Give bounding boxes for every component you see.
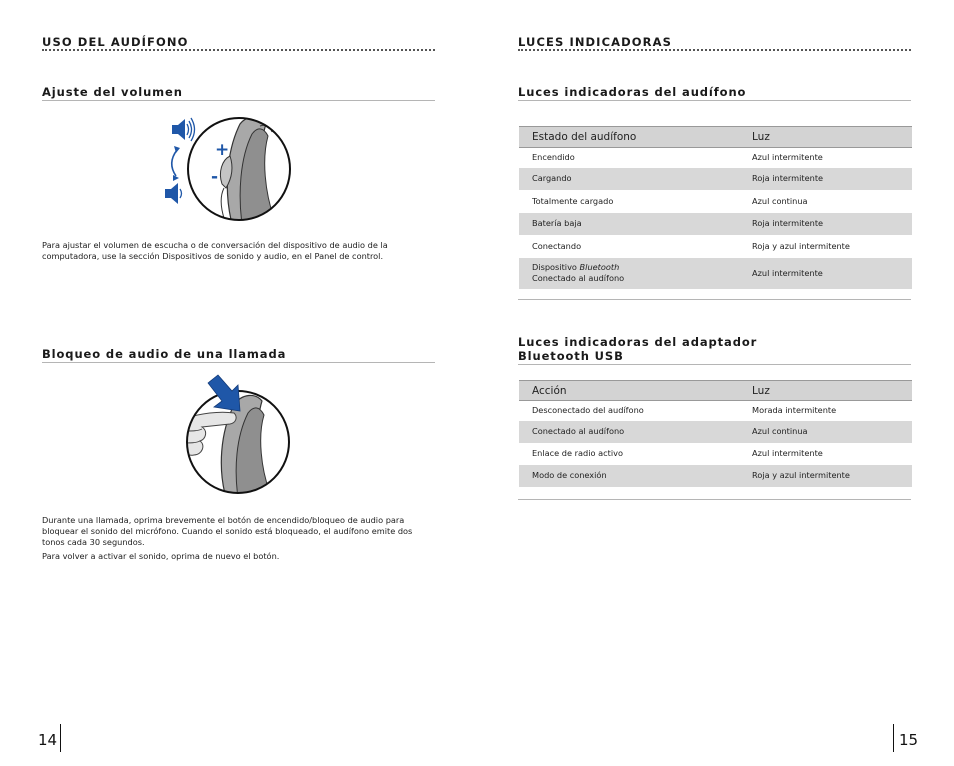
light-cell: Morada intermitente <box>752 405 837 416</box>
mute-body-text-2: Para volver a activar el sonido, oprima de nuevo el botón. <box>42 551 280 561</box>
table-row <box>519 258 912 289</box>
table-row <box>519 443 912 465</box>
action-cell: Desconectado del audífono <box>532 405 644 416</box>
table-row <box>519 213 912 235</box>
light-cell: Azul intermitente <box>752 448 823 458</box>
state-cell: Conectando <box>532 240 582 251</box>
mute-heading-rule <box>42 362 435 363</box>
column-header-action: Acción <box>519 381 739 401</box>
table-row <box>519 235 912 258</box>
table-header-row <box>519 381 912 401</box>
column-header-state: Estado del audífono <box>519 127 739 148</box>
state-cell: Cargando <box>519 168 739 190</box>
headset-table-end-rule <box>518 299 911 300</box>
light-cell: Roja y azul intermitente <box>739 465 912 487</box>
table-row <box>519 148 912 168</box>
volume-body-text: Para ajustar el volumen de escucha o de conversación del dispositivo de audio de la computadora, use la sección Dispositivos de sonido y audio, en el Panel de control. <box>42 240 388 261</box>
page-number-left: 14 <box>38 731 58 749</box>
mute-heading: Bloqueo de audio de una llamada <box>42 347 287 361</box>
mute-illustration <box>180 373 295 498</box>
light-cell: Azul continua <box>752 195 808 206</box>
action-cell: Conectado al audífono <box>519 421 739 443</box>
light-cell: Roja y azul intermitente <box>752 240 850 251</box>
light-cell: Roja intermitente <box>739 213 912 235</box>
headset-lights-table <box>519 126 912 289</box>
table-row <box>519 190 912 213</box>
volume-illustration <box>160 112 295 224</box>
state-cell: Encendido <box>532 152 575 163</box>
adapter-lights-table <box>519 380 912 487</box>
table-header-row <box>519 127 912 148</box>
speaker-soft-icon <box>165 183 182 204</box>
table-row <box>519 401 912 421</box>
minus-sign: - <box>211 167 219 187</box>
speaker-loud-icon <box>172 118 195 141</box>
state-cell: Totalmente cargado <box>532 195 614 206</box>
state-cell <box>519 258 739 289</box>
state-cell: Batería baja <box>519 213 739 235</box>
adapter-heading-line2: Bluetooth USB <box>518 349 624 363</box>
volume-heading: Ajuste del volumen <box>42 85 183 99</box>
column-header-light: Luz <box>739 381 912 401</box>
table-row <box>519 465 912 487</box>
light-cell: Azul intermitente <box>752 152 823 163</box>
headset-lights-heading: Luces indicadoras del audífono <box>518 85 747 99</box>
volume-heading-rule <box>42 100 435 101</box>
light-cell: Azul continua <box>739 421 912 443</box>
adapter-table-end-rule <box>518 499 911 500</box>
action-cell: Enlace de radio activo <box>532 448 623 458</box>
adapter-lights-heading-rule <box>518 364 911 365</box>
adapter-lights-heading <box>518 335 757 363</box>
light-cell: Roja intermitente <box>739 168 912 190</box>
mute-body-text-1: Durante una llamada, oprima brevemente el botón de encendido/bloqueo de audio para bloquear el sonido del micrófono. Cuando el sonido está bloqueado, el audífono emite dos tonos cada 30 segundos. <box>42 515 413 547</box>
right-section-title: LUCES INDICADORAS <box>518 35 672 49</box>
table-row <box>519 421 912 443</box>
left-section-divider <box>42 49 435 51</box>
table-row <box>519 168 912 190</box>
headset-lights-heading-rule <box>518 100 911 101</box>
column-header-light: Luz <box>739 127 912 148</box>
up-down-arrow-icon <box>172 146 180 181</box>
plus-sign: + <box>215 140 230 160</box>
page-number-right: 15 <box>899 731 919 749</box>
state-line2: Conectado al audífono <box>532 273 625 283</box>
state-line1-italic: Bluetooth <box>579 262 620 272</box>
light-cell: Azul intermitente <box>739 258 912 289</box>
action-cell: Modo de conexión <box>519 465 739 487</box>
state-line1-prefix: Dispositivo <box>532 262 580 272</box>
adapter-heading-line1: Luces indicadoras del adaptador <box>518 335 758 349</box>
page-number-right-bar <box>893 724 894 752</box>
page-number-left-bar <box>60 724 61 752</box>
left-section-title: USO DEL AUDÍFONO <box>42 35 189 49</box>
right-section-divider <box>518 49 911 51</box>
